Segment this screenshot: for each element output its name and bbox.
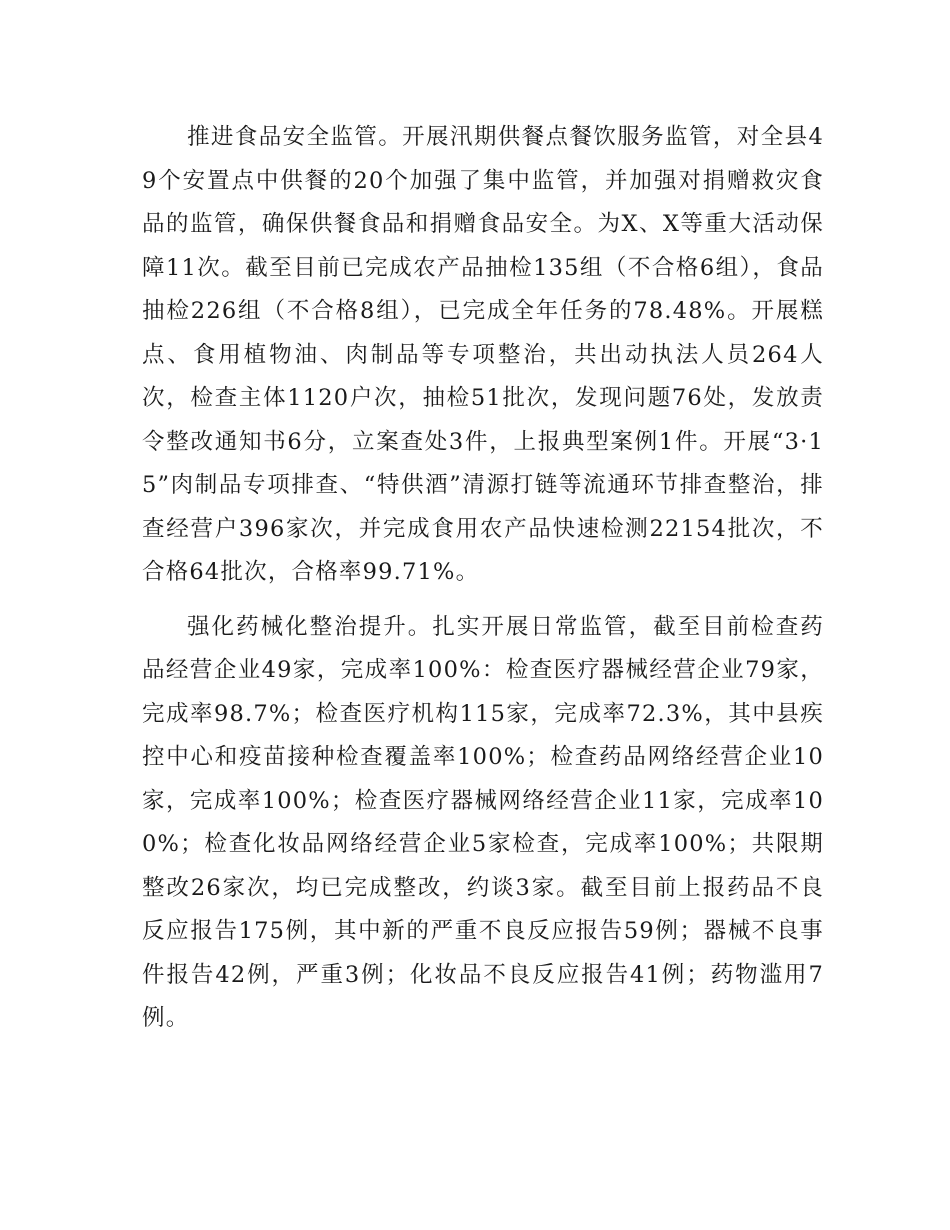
paragraph-drug-device-cosmetics: 强化药械化整治提升。扎实开展日常监管，截至目前检查药品经营企业49家，完成率100%：检查医疗器械经营企业79家，完成率98.7%；检查医疗机构115家，完成率72.3%，其中县疾控中心和疫苗接种检查覆盖率100%；检查药品网络经营企业10家，完成率100%；检查医疗器械网络经营企业11家，完成率100%；检查化妆品网络经营企业5家检查，完成率100%；共限期整改26家次，均已完成整改，约谈3家。截至目前上报药品不良反应报告175例，其中新的严重不良反应报告59例；器械不良事件报告42例，严重3例；化妆品不良反应报告41例；药物滥用7例。 bbox=[142, 613, 824, 1031]
paragraph-food-safety: 推进食品安全监管。开展汛期供餐点餐饮服务监管，对全县49个安置点中供餐的20个加强了集中监管，并加强对捐赠救灾食品的监管，确保供餐食品和捐赠食品安全。为X、X等重大活动保障11次。截至目前已完成农产品抽检135组（不合格6组），食品抽检226组（不合格8组），已完成全年任务的78.48%。开展糕点、食用植物油、肉制品等专项整治，共出动执法人员264人次，检查主体1120户次，抽检51批次，发现问题76处，发放责令整改通知书6分，立案查处3件，上报典型案例1件。开展“3·15”肉制品专项排查、“特供酒”清源打链等流通环节排查整治，排查经营户396家次，并完成食用农产品快速检测22154批次，不合格64批次，合格率99.71%。 bbox=[142, 124, 824, 585]
document-body bbox=[142, 116, 824, 1041]
